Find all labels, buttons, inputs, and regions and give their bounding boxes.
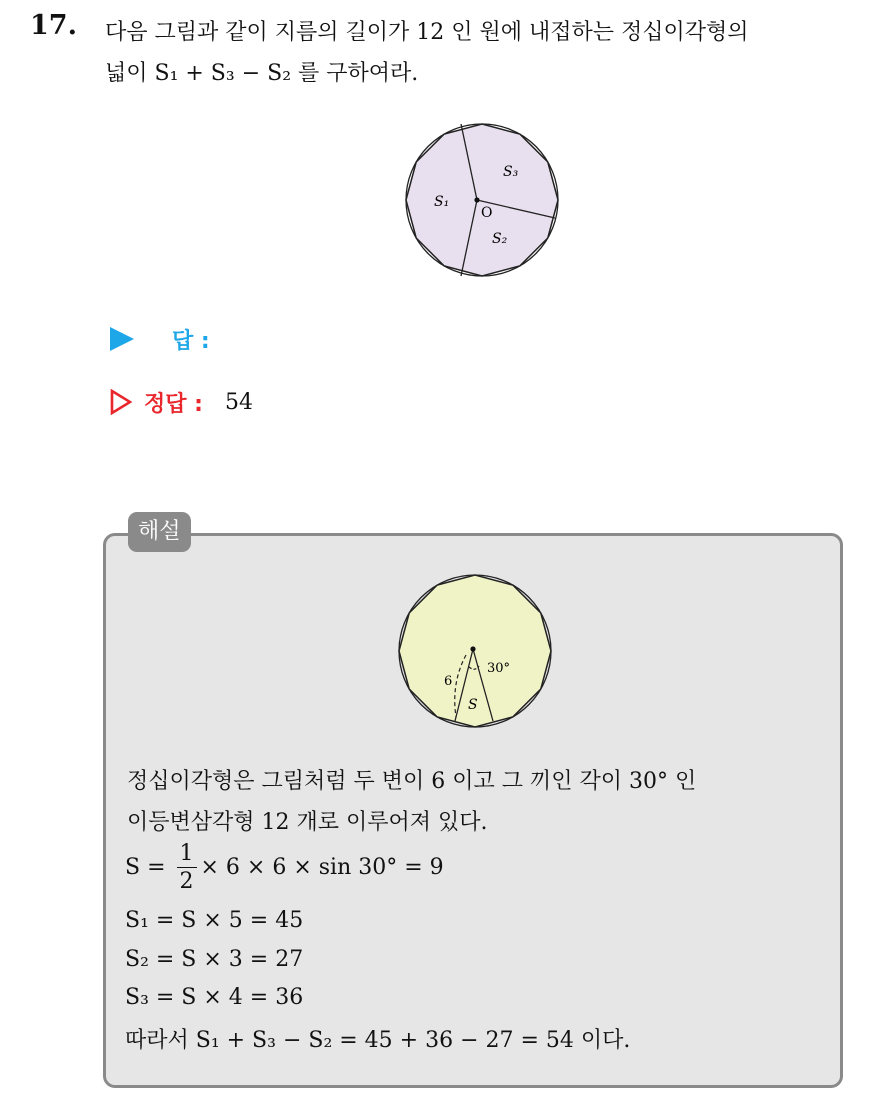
fraction-denominator: 2 xyxy=(179,869,194,894)
label-area-s: S xyxy=(468,697,478,713)
solution-text-line1: 정십이각형은 그림처럼 두 변이 6 이고 그 끼인 각이 30° 인 xyxy=(127,769,697,794)
formula-s xyxy=(125,843,444,893)
answer-marker-icon xyxy=(110,327,134,351)
correct-answer-value: 54 xyxy=(224,389,253,415)
label-s2: S₂ xyxy=(492,231,508,247)
correct-answer-row xyxy=(110,384,253,420)
label-angle-30: 30° xyxy=(487,661,511,676)
formula-s3: S₃ = S × 4 = 36 xyxy=(125,985,304,1010)
center-point xyxy=(474,197,479,202)
label-s1: S₁ xyxy=(434,194,450,210)
label-s3: S₃ xyxy=(503,164,519,180)
dodecagon xyxy=(406,124,558,276)
question-text-line1: 다음 그림과 같이 지름의 길이가 12 인 원에 내접하는 정십이각형의 xyxy=(105,20,749,45)
fraction-numerator: 1 xyxy=(177,843,197,868)
formula-s1: S₁ = S × 5 = 45 xyxy=(125,908,304,933)
answer-row xyxy=(110,322,210,356)
solution-dodecagon-figure xyxy=(396,571,556,731)
formula-s-lhs: S = xyxy=(125,855,173,880)
answer-label: 답 : xyxy=(172,328,210,354)
correct-marker-icon xyxy=(110,389,132,415)
solution-tab: 해설 xyxy=(128,512,191,552)
solution-text-line2: 이등변삼각형 12 개로 이루어져 있다. xyxy=(127,810,488,835)
solution-text xyxy=(127,761,827,843)
fraction-one-half xyxy=(177,843,197,893)
formula-s2: S₂ = S × 3 = 27 xyxy=(125,947,304,972)
question-text-line2: 넓이 S₁ + S₃ − S₂ 를 구하여라. xyxy=(105,61,419,86)
conclusion: 따라서 S₁ + S₃ − S₂ = 45 + 36 − 27 = 54 이다. xyxy=(125,1028,631,1053)
label-center-o: O xyxy=(481,205,493,221)
correct-answer-label: 정답 : xyxy=(144,391,203,417)
formula-s-rhs: × 6 × 6 × sin 30° = 9 xyxy=(200,855,444,880)
solution-center-point xyxy=(470,646,475,651)
label-side-6: 6 xyxy=(444,674,453,689)
dodecagon-figure xyxy=(400,118,564,282)
question-number: 17. xyxy=(30,10,77,41)
question-text xyxy=(105,12,875,94)
